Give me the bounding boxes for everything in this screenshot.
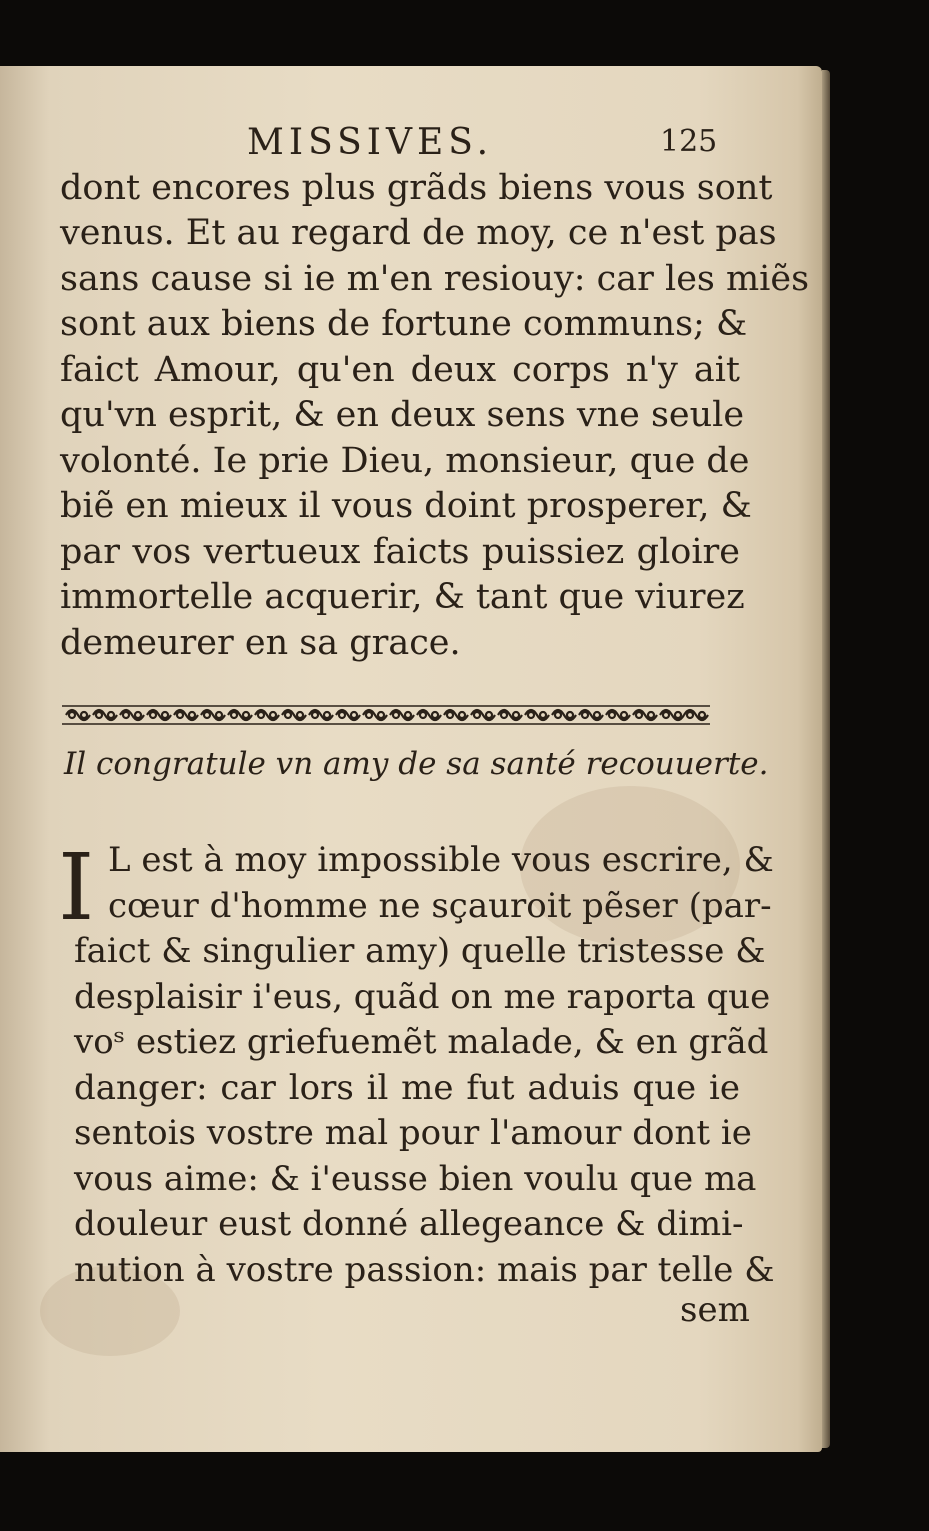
text-line: cœur d'homme ne sçauroit pẽser (par-	[108, 886, 772, 926]
text-line: faict & singulier amy) quelle tristesse &	[74, 931, 766, 971]
text-line: dont encores plus grãds biens vous sont	[60, 168, 773, 208]
text-line: vous aime: & i'eusse bien voulu que ma	[74, 1159, 757, 1199]
text-line: douleur eust donné allegeance & dimi-	[74, 1204, 744, 1244]
page-edge	[822, 70, 830, 1448]
text-line: immortelle acquerir, & tant que viurez	[60, 577, 745, 617]
text-line: voˢ estiez griefuemẽt malade, & en grãd	[74, 1022, 769, 1062]
running-head: MISSIVES.	[247, 122, 494, 163]
letter-heading: Il congratule vn amy de sa santé recouuerte.	[64, 746, 769, 782]
page-number: 125	[660, 124, 718, 159]
text-line: par vos vertueux faicts puissiez gloire	[60, 532, 740, 572]
catchword: sem	[680, 1290, 750, 1330]
text-line: qu'vn esprit, & en deux sens vne seule	[60, 395, 745, 435]
text-line: volonté. Ie prie Dieu, monsieur, que de	[60, 441, 750, 481]
text-line: demeurer en sa grace.	[60, 623, 461, 663]
text-line: sont aux biens de fortune communs; &	[60, 304, 748, 344]
text-line: L est à moy impossible vous escrire, &	[108, 840, 774, 880]
text-line: nution à vostre passion: mais par telle &	[74, 1250, 775, 1290]
drop-cap: I	[58, 834, 95, 941]
text-line: sans cause si ie m'en resiouy: car les miẽs	[60, 259, 810, 299]
ornamental-border	[62, 700, 710, 730]
text-line: sentois vostre mal pour l'amour dont ie	[74, 1113, 752, 1153]
text-line: venus. Et au regard de moy, ce n'est pas	[60, 213, 777, 253]
text-line: biẽ en mieux il vous doint prosperer, &	[60, 486, 752, 526]
text-line: faict Amour, qu'en deux corps n'y ait	[60, 350, 740, 390]
text-line: desplaisir i'eus, quãd on me raporta que	[74, 977, 771, 1017]
text-line: danger: car lors il me fut aduis que ie	[74, 1068, 740, 1108]
